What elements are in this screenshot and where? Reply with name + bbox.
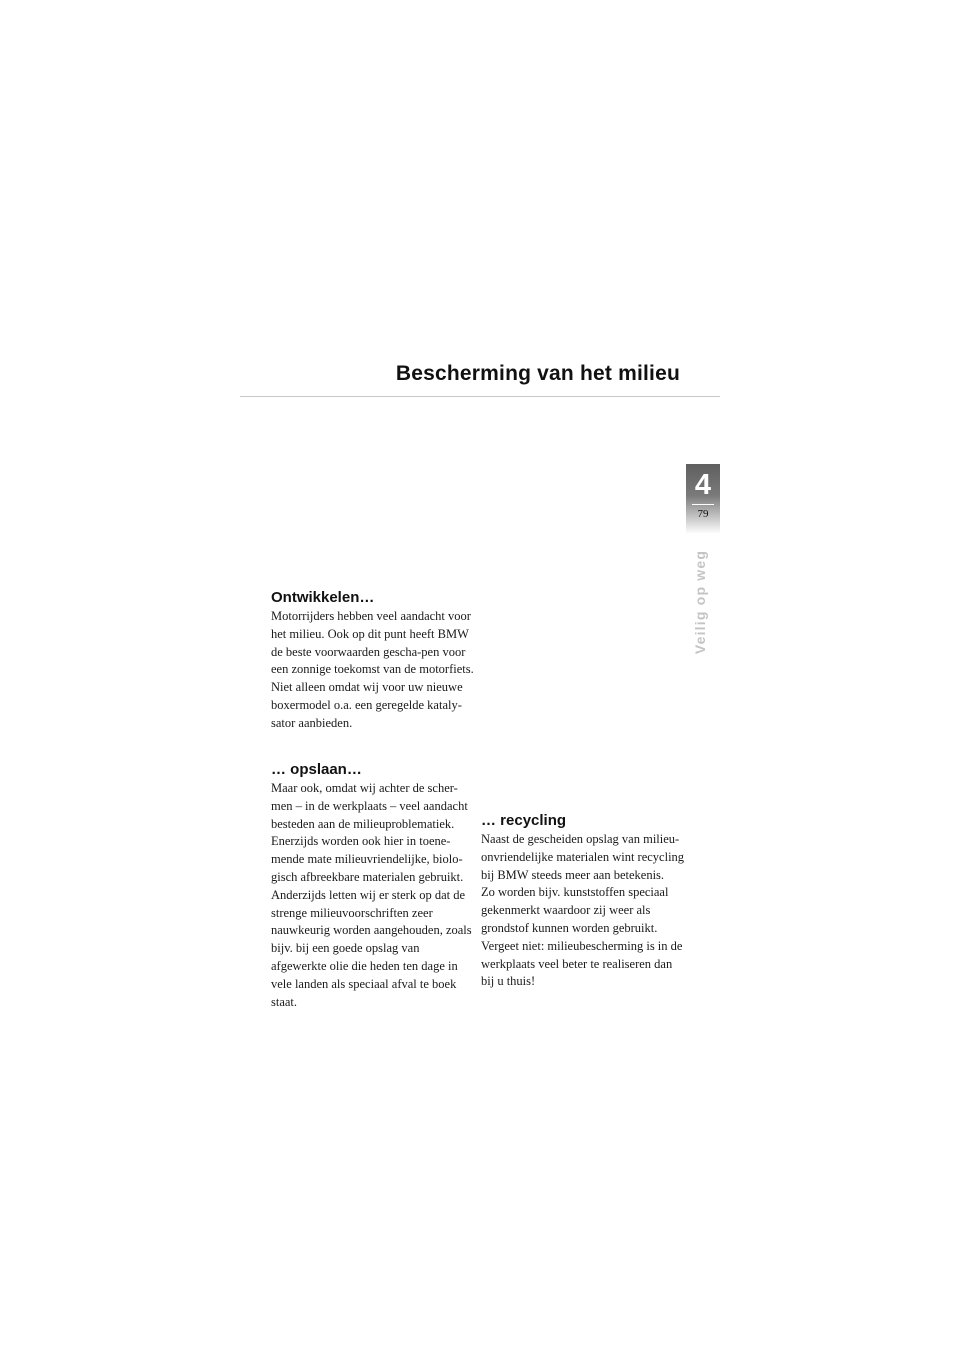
section-paragraph: Motorrijders hebben veel aandacht voor het milieu. Ook op dit punt heeft BMW de beste voorwaarden gescha-pen voor een zonnige toekomst van de motorfiets.: [271, 609, 474, 677]
section-heading: … opslaan…: [271, 761, 362, 778]
section-paragraph: Maar ook, omdat wij achter de scher-men – in de werkplaats – veel aandacht besteden aan de milieuproblematiek. Enerzijds worden ook hier in toene-mende mate milieuvriendelijke, biolo-gisch afbreekbare materialen gebruikt. Anderzijds letten wij er sterk op dat de strenge milieuvoorschriften zeer nauwkeurig worden aangehouden, zoals bijv. bij een goede opslag van afgewerkte olie die heden ten dage in vele landen als speciaal afval te boek staat.: [271, 781, 472, 1009]
section-recycling: [481, 812, 686, 991]
page-number: 79: [697, 508, 709, 520]
section-paragraph: Naast de gescheiden opslag van milieu-onvriendelijke materialen wint recycling bij BMW steeds meer aan betekenis.: [481, 832, 685, 882]
section-ontwikkelen: [271, 589, 476, 733]
section-paragraph: Zo worden bijv. kunststoffen speciaal gekenmerkt waardoor zij weer als grondstof kunnen worden gebruikt. Vergeet niet: milieubescherming is in de werkplaats veel beter te realiseren dan bij u thuis!: [481, 885, 683, 989]
page-title: Bescherming van het milieu: [395, 362, 680, 385]
chapter-number: 4: [694, 469, 712, 501]
section-opslaan: [271, 761, 476, 1011]
chapter-side-label: Veilig op weg: [692, 549, 708, 655]
chapter-divider: [692, 504, 714, 505]
title-divider: [240, 396, 720, 397]
section-paragraph: Niet alleen omdat wij voor uw nieuwe boxermodel o.a. een geregelde kataly-sator aanbieden.: [271, 680, 463, 730]
section-heading: Ontwikkelen…: [271, 589, 375, 606]
section-heading: … recycling: [481, 812, 567, 829]
